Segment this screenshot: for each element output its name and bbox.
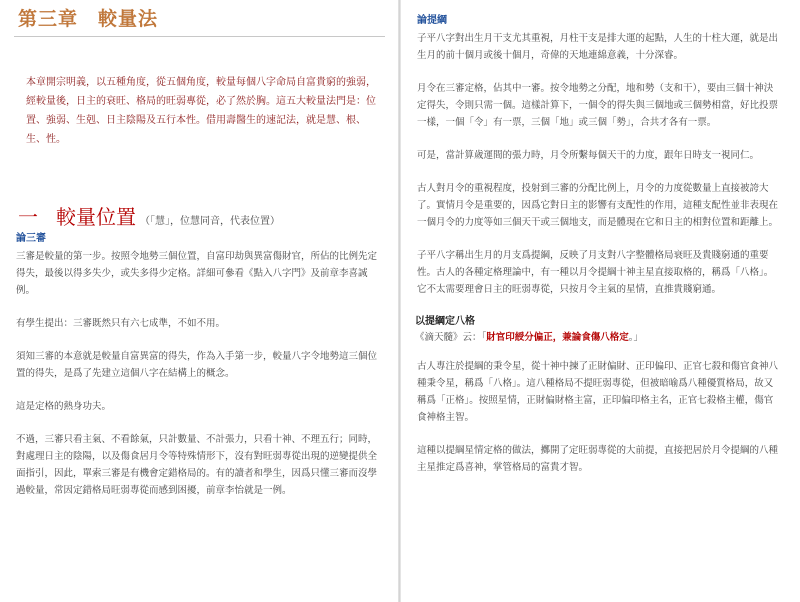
quote-prefix: 《滴天髓》云：「 bbox=[415, 332, 487, 343]
body-paragraph: 子平八字稱出生月的月支爲提綱，反映了月支對八字整體格局衰旺及貴賤窮通的重要性。古人的各種定格理論中，有一種以月令提綱十神主星直接取格的，稱爲「八格」。 bbox=[417, 250, 774, 278]
body-paragraph: 不過，三審只看主氣、不看餘氣，只計數量、不計張力，只看十神、不理五行；同時，對處理日主的陰陽，以及傷食居月令等特殊情形下，沒有對旺弱專從出現的逆變提供全面指引，因此，單索三審是有機會定錯格局的。有的讀者和學生，因爲只懂三審而沒學過較量，常因定錯格局旺弱專從而感到困擾，前章李怡就是一例。 bbox=[16, 434, 378, 496]
subheading-san-shen: 論三審 bbox=[16, 233, 46, 244]
subheading-ti-gang: 論提綱 bbox=[417, 15, 447, 26]
body-paragraph: 有學生提出：三審既然只有六七成準，不如不用。 bbox=[16, 318, 226, 329]
section-number: 一 bbox=[18, 205, 38, 229]
chapter-title: 第三章 較量法 bbox=[14, 6, 385, 37]
quote-highlight: 財官印綬分偏正，兼論食傷八格定 bbox=[486, 332, 629, 343]
section-heading bbox=[14, 201, 385, 230]
body-paragraph: 月令在三審定格，佔其中一審。按令地勢之分配，地和勢（支和干），要由三個十神決定得失，令則只需一個。這樣計算下，一個令的得失與三個地或三個勢相當，好比投票一樣，一個「令」有一票，三個「地」或三個「勢」，合共才各有一票。 bbox=[417, 83, 779, 128]
body-paragraph: 子平八字對出生月干支尤其重視，月柱干支是排大運的起點，人生的十柱大運，就是出生月的前十個月或後十個月，奇偉的天地連綿意義，十分深睿。 bbox=[417, 33, 779, 61]
quote-suffix: 。」 bbox=[628, 332, 644, 343]
body-paragraph: 這是定格的熱身功夫。 bbox=[16, 401, 112, 412]
body-paragraph: 古人專注於提綱的秉令星，從十神中揀了正財偏財、正印偏印、正官七殺和傷官食神八種秉令星，稱爲「八格」。這八種格局不提旺弱專從，但被暗喻爲八種優質格局，故又稱爲「正格」。按照星情，正財偏財格主富，正印偏印格主名，正官七殺格主權，傷官食神格主智。 bbox=[417, 361, 779, 423]
body-paragraph: 它不太需要理會日主的旺弱專從，只按月令主氣的星情，直推貴賤窮通。 bbox=[417, 284, 722, 295]
section-title: 較量位置 bbox=[56, 205, 136, 229]
classic-quote bbox=[415, 329, 784, 346]
right-page bbox=[401, 0, 800, 602]
subheading-ba-ge: 以提綱定八格 bbox=[415, 316, 475, 327]
body-paragraph: 三審是較量的第一步。按照令地勢三個位置，自富印劫與異富傷財官，所佔的比例先定得失，最後以得多失少，或失多得少定格。詳細可參看《點入八字門》及前章李喜誠例。 bbox=[16, 251, 378, 296]
section-note: （「慧」，位慧同音，代表位置） bbox=[140, 216, 280, 227]
body-paragraph: 這種以提綱星情定格的做法，擲開了定旺弱專從的大前提，直接把居於月令提綱的八種主星推定爲喜神，掌管格局的富貴才智。 bbox=[417, 445, 779, 473]
chapter-intro: 本章開宗明義，以五種角度，從五個角度，較量每個八字命局自富貴窮的強弱，經較量後，日主的衰旺、格局的旺弱專從，必了然於胸。這五大較量法門是：位置、強弱、生剋、日主陰陽及五行本性。借用壽醫生的速記法，就是慧、根、生、性。 bbox=[26, 77, 376, 145]
body-paragraph: 須知三審的本意就是較量自富異富的得失，作為入手第一步，較量八字令地勢這三個位置的得失，是爲了先建立這個八字在結構上的概念。 bbox=[16, 351, 378, 379]
body-paragraph: 古人對月令的重視程度，投射到三審的分配比例上，月令的力度從數量上直接被誇大了。實情月令是重要的，因爲它對日主的影響有支配性的作用，這種支配性並非表現在一個月令的力度等如三個天干或三個地支，而是體現在它和日主的相對位置和距離上。 bbox=[417, 183, 779, 228]
body-paragraph: 可是，當計算歲運間的張力時，月令所繫每個天干的力度，跟年日時支一視同仁。 bbox=[417, 150, 760, 161]
left-page bbox=[0, 0, 399, 602]
